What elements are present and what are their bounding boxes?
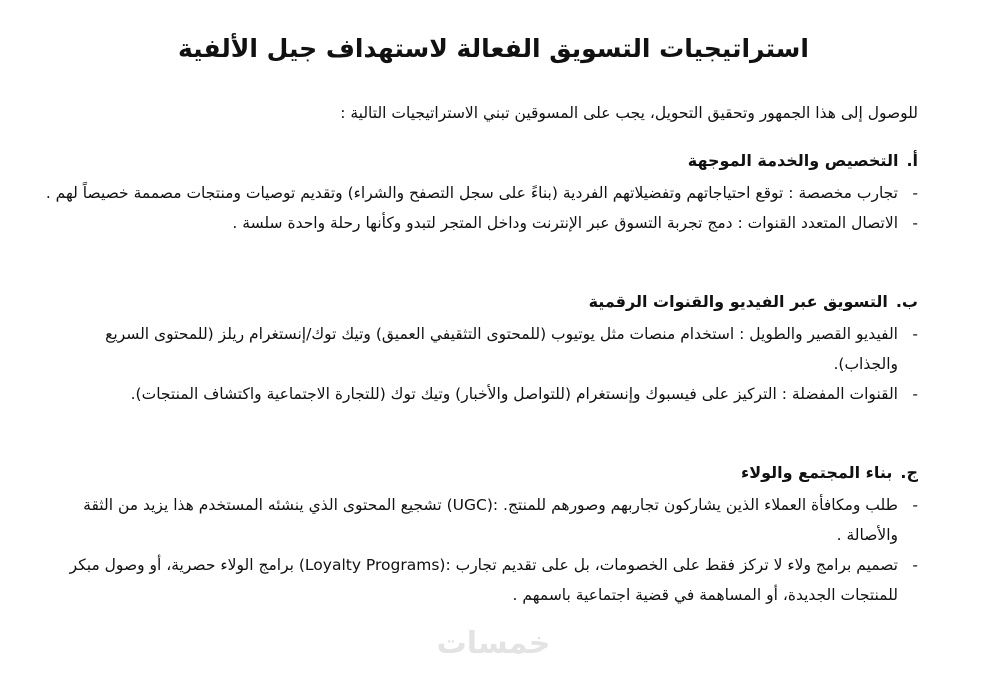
list-item-text: القنوات المفضلة : التركيز على فيسبوك وإنستغرام (للتواصل والأخبار) وتيك توك (للتجارة الاجتماعية واكتشاف المنتجات).	[130, 385, 898, 403]
bullet-list	[38, 490, 918, 610]
section-marker: أ.	[906, 151, 918, 170]
list-item	[38, 379, 918, 409]
section-marker: ج.	[900, 463, 918, 482]
list-item	[38, 550, 918, 610]
list-item-text: الاتصال المتعدد القنوات : دمج تجربة التسوق عبر الإنترنت وداخل المتجر لتبدو وكأنها رحلة واحدة سلسة .	[232, 214, 898, 232]
bullet-dash: -	[912, 184, 918, 202]
list-item	[38, 319, 918, 379]
list-item	[38, 208, 918, 238]
bullet-list	[38, 178, 918, 238]
section-personalization	[38, 146, 918, 238]
bullet-dash: -	[912, 385, 918, 403]
list-item	[38, 490, 918, 550]
section-heading	[38, 458, 918, 488]
list-item-text: طلب ومكافأة العملاء الذين يشاركون تجاربهم وصورهم للمنتج. :(UGC) تشجيع المحتوى الذي ينشئه المستخدم هذا يزيد من الثقة والأصالة .	[83, 496, 898, 544]
section-heading-text: بناء المجتمع والولاء	[741, 463, 893, 482]
bullet-dash: -	[912, 556, 918, 574]
list-item-text: تصميم برامج ولاء لا تركز فقط على الخصومات، بل على تقديم تجارب :(Loyalty Programs) برامج الولاء حصرية، أو وصول مبكر للمنتجات الجديدة، أو المساهمة في قضية اجتماعية باسمهم .	[69, 556, 898, 604]
section-heading	[38, 287, 918, 317]
bullet-dash: -	[912, 496, 918, 514]
watermark-logo: خمسات	[436, 626, 551, 661]
bullet-dash: -	[912, 214, 918, 232]
list-item-text: تجارب مخصصة : توقع احتياجاتهم وتفضيلاتهم الفردية (بناءً على سجل التصفح والشراء) وتقديم توصيات ومنتجات مصممة خصيصاً لهم .	[45, 184, 898, 202]
section-marker: ب.	[895, 292, 918, 311]
intro-paragraph: للوصول إلى هذا الجمهور وتحقيق التحويل، يجب على المسوقين تبني الاستراتيجيات التالية :	[340, 104, 918, 122]
list-item-text: الفيديو القصير والطويل : استخدام منصات مثل يوتيوب (للمحتوى التثقيفي العميق) وتيك توك/إنستغرام ريلز (للمحتوى السريع والجذاب).	[105, 325, 898, 373]
section-heading-text: التخصيص والخدمة الموجهة	[687, 151, 899, 170]
section-heading	[38, 146, 918, 176]
list-item	[38, 178, 918, 208]
page-title: استراتيجيات التسويق الفعالة لاستهداف جيل الألفية	[178, 34, 809, 63]
section-heading-text: التسويق عبر الفيديو والقنوات الرقمية	[588, 292, 888, 311]
section-community-loyalty	[38, 458, 918, 610]
bullet-list	[38, 319, 918, 409]
section-video-marketing	[38, 287, 918, 409]
bullet-dash: -	[912, 325, 918, 343]
